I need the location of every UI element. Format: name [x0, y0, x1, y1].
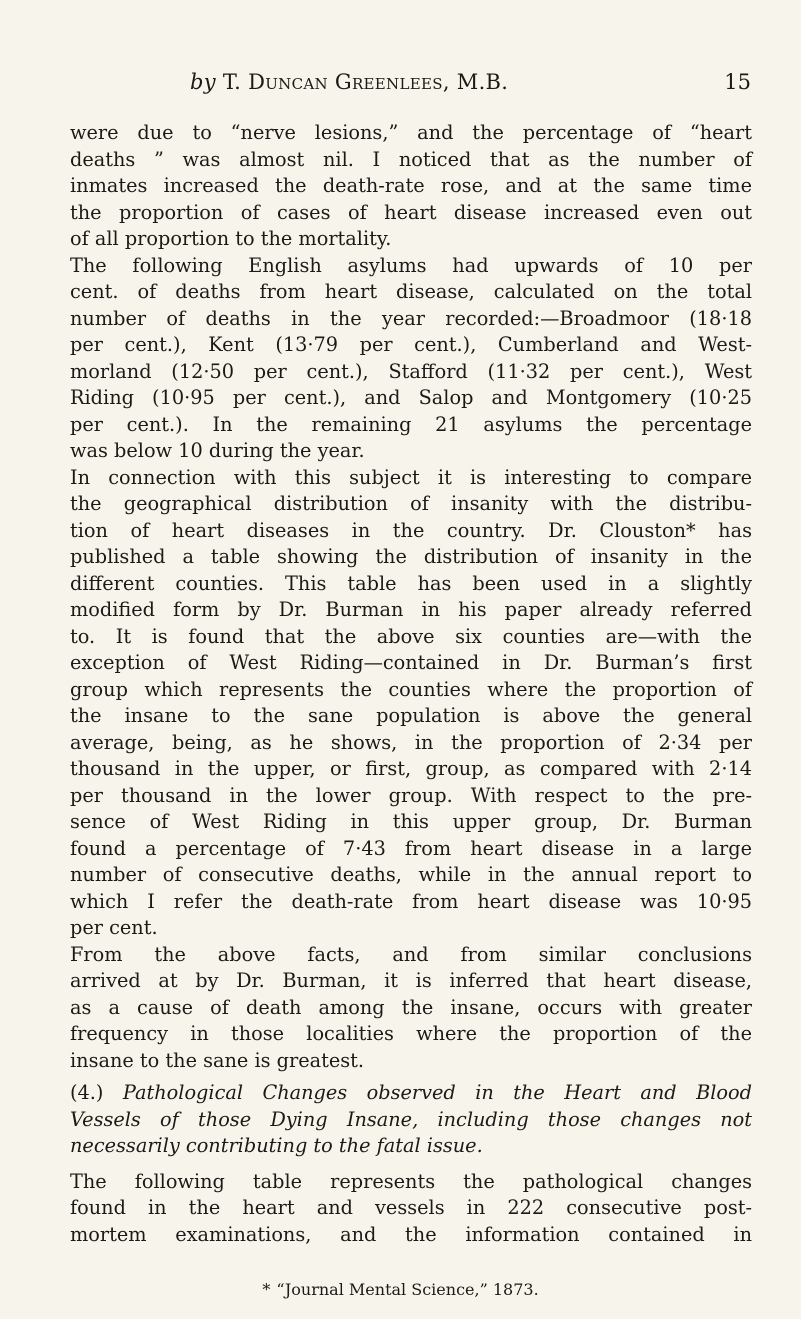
- text-line: per cent.), Kent (13·79 per cent.), Cumberland and West-: [70, 333, 752, 356]
- paragraph-1: [70, 120, 752, 253]
- text-line: published a table showing the distribution of insanity in the: [70, 545, 752, 568]
- text-line: average, being, as he shows, in the proportion of 2·34 per: [70, 730, 752, 754]
- text-line: to. It is found that the above six counties are—with the: [70, 624, 752, 648]
- text-line: In connection with this subject it is interesting to compare: [70, 465, 752, 489]
- text-line: deaths ” was almost nil. I noticed that as the number of: [70, 147, 752, 171]
- text-line: thousand in the upper, or first, group, as compared with 2·14: [70, 757, 752, 780]
- paragraph-5: [70, 1169, 752, 1249]
- text-line: exception of West Riding—contained in Dr. Burman’s first: [70, 651, 752, 674]
- text-line: modified form by Dr. Burman in his paper already referred: [70, 598, 752, 621]
- text-line: cent. of deaths from heart disease, calculated on the total: [70, 280, 752, 303]
- text-line: The following table represents the pathological changes: [70, 1169, 752, 1193]
- text-line: morland (12·50 per cent.), Stafford (11·32 per cent.), West: [70, 359, 752, 383]
- running-head: [70, 70, 751, 100]
- text-line: found a percentage of 7·43 from heart disease in a large: [70, 836, 752, 860]
- text-line: mortem examinations, and the information contained in: [70, 1222, 752, 1246]
- text-line: frequency in those localities where the proportion of the: [70, 1022, 752, 1045]
- text-line: number of deaths in the year recorded:—Broadmoor (18·18: [70, 306, 752, 330]
- section-heading-line: [70, 1080, 752, 1107]
- section-number: (4.): [70, 1081, 104, 1104]
- text-line: tion of heart diseases in the country. Dr. Clouston* has: [70, 518, 752, 542]
- text-line: different counties. This table has been used in a slightly: [70, 571, 752, 595]
- text-line: were due to “nerve lesions,” and the percentage of “heart: [70, 121, 752, 144]
- footnote-mark: *: [262, 1280, 271, 1299]
- section-heading-text: Pathological Changes observed in the Heart and Blood: [122, 1081, 752, 1104]
- text-line: The following English asylums had upwards of 10 per: [70, 253, 752, 277]
- text-line: which I refer the death-rate from heart disease was 10·95: [70, 889, 752, 913]
- footnote-text: “Journal Mental Science,” 1873.: [276, 1280, 539, 1299]
- paragraph-4: [70, 942, 752, 1075]
- text-line: arrived at by Dr. Burman, it is inferred that heart disease,: [70, 969, 752, 992]
- running-head-author: T. Duncan Greenlees, M.B.: [222, 70, 509, 94]
- text-line: found in the heart and vessels in 222 consecutive post-: [70, 1196, 752, 1219]
- section-heading: [70, 1080, 752, 1160]
- section-heading-line: necessarily contributing to the fatal issue.: [70, 1134, 483, 1157]
- running-head-title: [190, 70, 508, 94]
- running-head-prefix: by: [190, 70, 216, 94]
- page-number: 15: [724, 70, 751, 94]
- text-line: per cent.). In the remaining 21 asylums the percentage: [70, 412, 752, 436]
- text-line: as a cause of death among the insane, occurs with greater: [70, 995, 752, 1019]
- text-line: insane to the sane is greatest.: [70, 1048, 365, 1072]
- text-line: per thousand in the lower group. With respect to the pre-: [70, 783, 752, 807]
- paragraph-2: [70, 253, 752, 465]
- text-line: the insane to the sane population is above the general: [70, 704, 752, 727]
- body-text: [70, 120, 752, 1248]
- section-heading-line: Vessels of those Dying Insane, including those changes not: [70, 1107, 752, 1131]
- text-line: the geographical distribution of insanity with the distribu-: [70, 492, 752, 515]
- text-line: Riding (10·95 per cent.), and Salop and Montgomery (10·25: [70, 386, 752, 409]
- text-line: group which represents the counties where the proportion of: [70, 677, 752, 701]
- text-line: inmates increased the death-rate rose, and at the same time: [70, 174, 752, 197]
- text-line: number of consecutive deaths, while in the annual report to: [70, 863, 752, 886]
- footnote: [0, 1280, 801, 1299]
- text-line: From the above facts, and from similar conclusions: [70, 942, 752, 966]
- text-line: was below 10 during the year.: [70, 439, 365, 462]
- text-line: of all proportion to the mortality.: [70, 227, 392, 250]
- text-line: sence of West Riding in this upper group, Dr. Burman: [70, 810, 752, 833]
- paragraph-3: [70, 465, 752, 942]
- text-line: per cent.: [70, 916, 158, 939]
- text-line: the proportion of cases of heart disease increased even out: [70, 200, 752, 224]
